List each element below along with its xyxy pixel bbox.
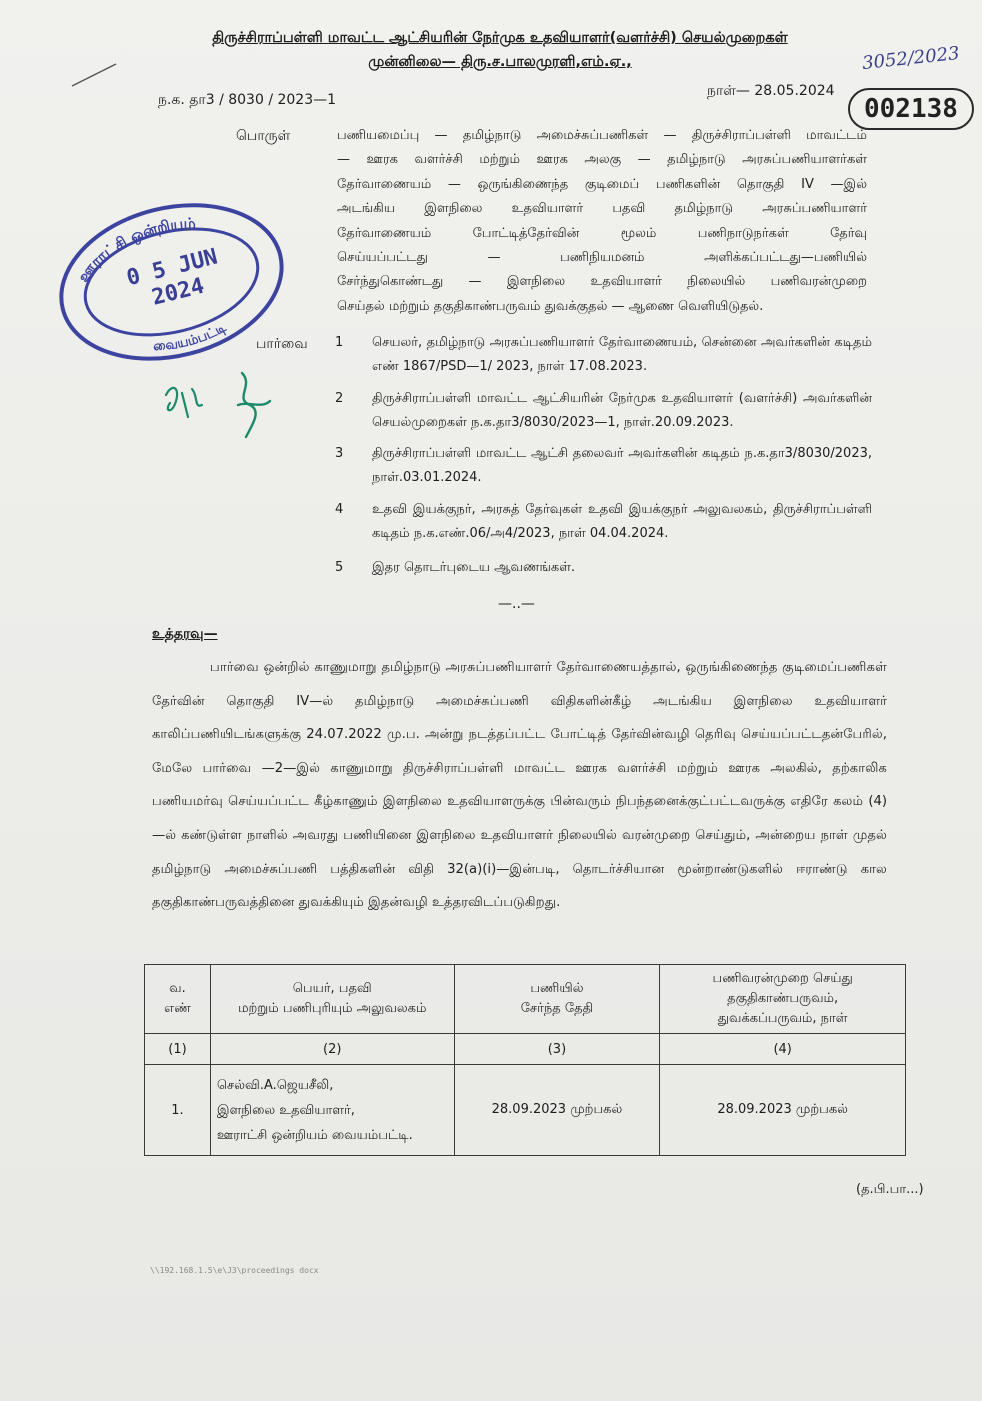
column-number: (1) bbox=[145, 1034, 211, 1065]
stamp-bottom-text: வையம்பட்டி bbox=[152, 320, 229, 355]
reference-text: திருச்சிராப்பள்ளி மாவட்ட ஆட்சியரின் நேர்முக உதவியாளர் (வளர்ச்சி) அவர்களின் செயல்முறைகள் ந.க.தா3/8030/2023—1, நாள்.20.09.2023. bbox=[372, 391, 872, 430]
reference-item bbox=[335, 442, 875, 490]
subject-line: அடங்கிய இளநிலை உதவியாளர் பதவி தமிழ்நாடு அரசுப்பணியாளர் bbox=[337, 201, 867, 217]
subject-line: — ஊரக வளர்ச்சி மற்றும் ஊரக அலகு — தமிழ்நாடு அரசுப்பணியாளர்கள் bbox=[337, 152, 867, 168]
office-line: ஊராட்சி ஒன்றியம் வையம்பட்டி. bbox=[216, 1127, 413, 1143]
cell-name-designation bbox=[210, 1065, 454, 1156]
cell-join-date: 28.09.2023 முற்பகல் bbox=[454, 1065, 660, 1156]
reference-text: உதவி இயக்குநர், அரசுத் தேர்வுகள் உதவி இயக்குநர் அலுவலகம், திருச்சிராப்பள்ளி கடிதம் ந.க.எண்.06/அ4/2023, நாள் 04.04.2024. bbox=[372, 502, 872, 541]
reference-number: 4 bbox=[335, 502, 344, 517]
table-header-row bbox=[145, 965, 906, 1034]
subject-line: செய்தல் மற்றும் தகுதிகாண்பருவம் துவக்குதல் — ஆணை வெளியிடுதல். bbox=[337, 298, 764, 314]
column-number: (3) bbox=[454, 1034, 660, 1065]
signature-icon bbox=[158, 365, 288, 445]
reference-number: 3 bbox=[335, 446, 344, 461]
reference-item bbox=[335, 331, 875, 379]
column-header-sno: வ. எண் bbox=[145, 965, 211, 1034]
subject-line: தேர்வாணையம் — ஒருங்கிணைந்த குடிமைப் பணிகளின் தொகுதி IV —இல் bbox=[337, 176, 867, 192]
document-date: நாள்— 28.05.2024 bbox=[707, 83, 835, 99]
appointment-table bbox=[144, 964, 906, 1156]
stamp-top-text: ஊராட்சி ஒன்றியம் bbox=[74, 214, 196, 286]
reference-item bbox=[335, 498, 875, 546]
reference-text: திருச்சிராப்பள்ளி மாவட்ட ஆட்சி தலைவர் அவர்களின் கடிதம் ந.க.தா3/8030/2023, நாள்.03.01.2024. bbox=[372, 446, 872, 485]
handwritten-number: 3052/2023 bbox=[861, 42, 961, 75]
reference-text: செயலர், தமிழ்நாடு அரசுப்பணியாளர் தேர்வாணையம், சென்னை அவர்களின் கடிதம் எண் 1867/PSD—1/ 2023, நாள் 17.08.2023. bbox=[372, 335, 872, 374]
cell-sno: 1. bbox=[145, 1065, 211, 1156]
references-label: பார்வை bbox=[256, 336, 308, 352]
title-line-2: முன்னிலை— திரு.ச.பாலமுரளி,எம்.ஏ., bbox=[368, 54, 632, 70]
subject-line: செய்யப்பட்டது — பணிநியமனம் அளிக்கப்பட்டது—பணியில் bbox=[337, 250, 867, 266]
subject-line: பணியமைப்பு — தமிழ்நாடு அமைச்சுப்பணிகள் — திருச்சிராப்பள்ளி மாவட்டம் bbox=[337, 128, 867, 143]
file-path: \\192.168.1.5\e\J3\proceedings docx bbox=[150, 1266, 319, 1275]
column-header-join-date: பணியில் சேர்ந்த தேதி bbox=[454, 965, 660, 1034]
reference-number: 1 bbox=[335, 335, 344, 350]
name-line: செல்வி.A.ஜெயசீலி, bbox=[216, 1077, 334, 1093]
section-separator: —..— bbox=[498, 596, 535, 612]
order-body: பார்வை ஒன்றில் காணுமாறு தமிழ்நாடு அரசுப்பணியாளர் தேர்வாணையத்தால், ஒருங்கிணைந்த குடிமைப்பணிகள் தேர்வின் தொகுதி IV—ல் தமிழ்நாடு அமைச்சுப்பணி விதிகளின்கீழ் அடங்கிய இளநிலை உதவியாளர் காலிப்பணியிடங்களுக்கு 24.07.2022 மு.ப. அன்று நடத்தப்பட்ட போட்டித் தேர்வின்வழி தெரிவு செய்யப்பட்டதன்பேரில், மேலே பார்வை —2—இல் காணுமாறு திருச்சிராப்பள்ளி மாவட்ட ஊரக வளர்ச்சி மற்றும் ஊரக அலகில், தற்காலிக பணியமர்வு செய்யப்பட்ட கீழ்காணும் இளநிலை உதவியாளருக்கு பின்வரும் நிபந்தனைக்குட்பட்டவருக்கு எதிரே கலம் (4)—ல் கண்டுள்ள நாளில் அவரது பணியினை இளநிலை உதவியாளர் நிலையில் வரன்முறை செய்தும், அன்றைய நாள் முதல் தமிழ்நாடு அமைச்சுப்பணி பத்திகளின் விதி 32(a)(i)—இன்படி, தொடர்ச்சியான மூன்றாண்டுகளில் ஈராண்டு கால தகுதிகாண்பருவத்தினை துவக்கியும் இதன்வழி உத்தரவிடப்படுகிறது. bbox=[152, 660, 887, 911]
serial-number-stamp: 002138 bbox=[848, 88, 974, 130]
reference-item bbox=[335, 556, 875, 580]
subject-text bbox=[337, 124, 867, 319]
reference-text: இதர தொடர்புடைய ஆவணங்கள். bbox=[372, 560, 576, 575]
reference-number: 5 bbox=[335, 560, 344, 575]
stamp-date: 0 5 JUN 2024 bbox=[124, 244, 221, 311]
title-line-1: திருச்சிராப்பள்ளி மாவட்ட ஆட்சியரின் நேர்முக உதவியாளர்(வளர்ச்சி) செயல்முறைகள் bbox=[212, 30, 788, 46]
column-number-row bbox=[145, 1034, 906, 1065]
order-heading: உத்தரவு— bbox=[152, 626, 218, 642]
column-number: (4) bbox=[660, 1034, 906, 1065]
subject-line: தேர்வாணையம் போட்டித்தேர்வின் மூலம் பணிநாடுநர்கள் தேர்வு bbox=[337, 225, 867, 241]
reference-item bbox=[335, 387, 875, 435]
page-turn-note: (த.பி.பா...) bbox=[856, 1182, 924, 1197]
column-number: (2) bbox=[210, 1034, 454, 1065]
pen-mark-icon bbox=[70, 60, 120, 90]
column-header-name: பெயர், பதவி மற்றும் பணிபுரியும் அலுவலகம் bbox=[210, 965, 454, 1034]
column-header-regularisation-date: பணிவரன்முறை செய்து தகுதிகாண்பருவம், துவக்கப்பருவம், நாள் bbox=[660, 965, 906, 1034]
office-stamp bbox=[36, 174, 306, 387]
table-row bbox=[145, 1065, 906, 1156]
subject-label: பொருள் bbox=[236, 128, 291, 144]
document-title bbox=[120, 26, 880, 74]
reference-number: 2 bbox=[335, 391, 344, 406]
subject-line: சேர்ந்துகொண்டது — இளநிலை உதவியாளர் நிலையில் பணிவரன்முறை bbox=[337, 274, 867, 290]
designation-line: இளநிலை உதவியாளர், bbox=[216, 1102, 355, 1118]
reference-number: ந.க. தா3 / 8030 / 2023—1 bbox=[158, 92, 337, 108]
cell-regularisation-date: 28.09.2023 முற்பகல் bbox=[660, 1065, 906, 1156]
